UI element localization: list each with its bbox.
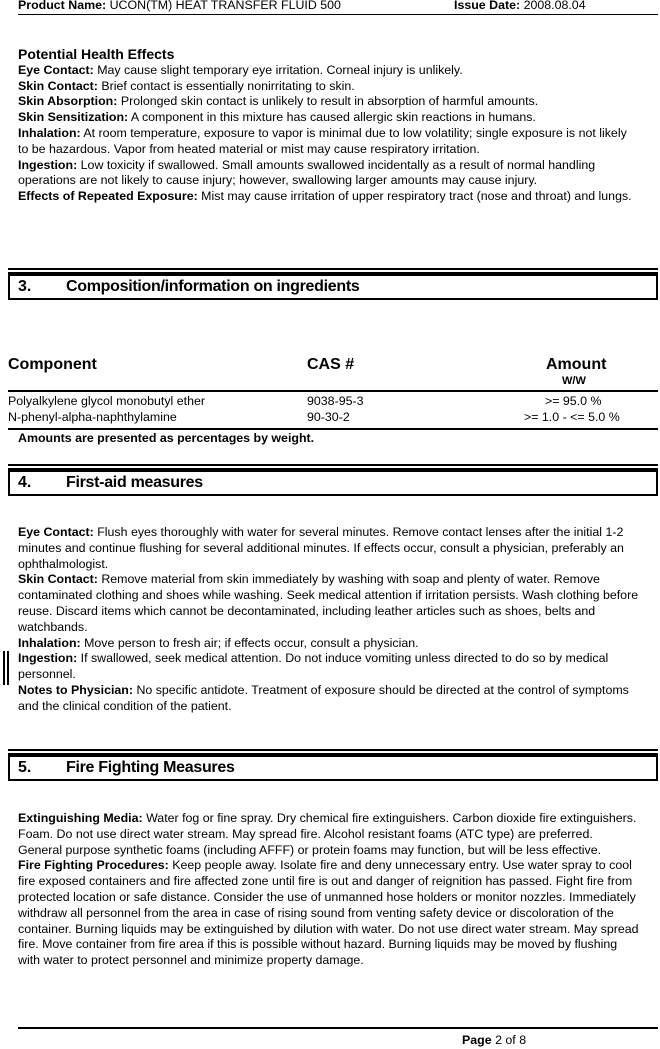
issue-date: Issue Date: 2008.08.04 [454, 0, 586, 12]
row-1-amount: >= 95.0 % [545, 394, 602, 408]
page-header [18, 0, 658, 12]
row-2-cas: 90-30-2 [307, 410, 350, 424]
health-item-skin-sensitization: Skin Sensitization: A component in this mixture has caused allergic skin reactions in humans. [18, 110, 536, 125]
fire-fighting-block [18, 811, 640, 969]
health-item-skin-absorption: Skin Absorption: Prolonged skin contact is unlikely to result in absorption of harmful amounts. [18, 94, 539, 109]
section-number: 3. [18, 278, 32, 295]
revision-bar [7, 651, 9, 685]
section-3-heading [8, 268, 658, 302]
col-component-header: Component [8, 356, 97, 373]
row-1-cas: 9038-95-3 [307, 394, 364, 408]
row-1-component: Polyalkylene glycol monobutyl ether [8, 394, 205, 408]
section-title: Composition/information on ingredients [66, 278, 360, 295]
table-header-rule [8, 390, 658, 392]
first-aid-eye: Eye Contact: Flush eyes thoroughly with water for several minutes. Remove contact lenses after the initial 1-2 minutes and continue flushing for several additional minutes. If effects occur, consult a physician, preferably an ophthalmologist. [18, 525, 624, 571]
table-bottom-rule [8, 428, 658, 430]
footer-rule [18, 1027, 658, 1029]
section-4-heading [8, 464, 658, 498]
first-aid-skin: Skin Contact: Remove material from skin immediately by washing with soap and plenty of water. Remove contaminated clothing and shoes while washing. Seek medical attention if irritation persists. Wash clothing before reuse. Discard items which cannot be decontaminated, including leather articles such as shoes, belts and watchbands. [18, 572, 639, 634]
section-title: Fire Fighting Measures [66, 759, 235, 776]
revision-bar [3, 651, 5, 685]
header-rule [18, 14, 658, 15]
composition-note: Amounts are presented as percentages by weight. [18, 431, 315, 445]
col-amount-header: Amount [546, 356, 607, 373]
section-number: 4. [18, 474, 32, 491]
section-number: 5. [18, 759, 32, 776]
col-cas-header: CAS # [307, 356, 355, 373]
first-aid-ingestion: Ingestion: If swallowed, seek medical attention. Do not induce vomiting unless directed to do so by medical personnel. [18, 651, 609, 682]
first-aid-notes-physician: Notes to Physician: No specific antidote. Treatment of exposure should be directed at the control of symptoms and the clinical condition of the patient. [18, 682, 629, 713]
first-aid-inhalation: Inhalation: Move person to fresh air; if effects occur, consult a physician. [18, 635, 419, 650]
health-effects-block [18, 47, 640, 205]
health-item-skin-contact: Skin Contact: Brief contact is essentially nonirritating to skin. [18, 78, 355, 93]
health-item-eye: Eye Contact: May cause slight temporary eye irritation. Corneal injury is unlikely. [18, 62, 463, 77]
health-item-inhalation: Inhalation: At room temperature, exposure to vapor is minimal due to low volatility; single exposure is not likely to be hazardous. Vapor from heated material or mist may cause respiratory irritation. [18, 125, 627, 156]
health-item-repeated-exposure: Effects of Repeated Exposure: Mist may cause irritation of upper respiratory tract (nose and throat) and lungs. [18, 189, 632, 204]
product-name: Product Name: UCON(TM) HEAT TRANSFER FLUID 500 [18, 0, 341, 12]
page-number: Page 2 of 8 [462, 1033, 527, 1047]
health-item-ingestion: Ingestion: Low toxicity if swallowed. Small amounts swallowed incidentally as a result of normal handling operations are not likely to cause injury; however, swallowing larger amounts may cause injury. [18, 157, 596, 188]
row-2-amount: >= 1.0 - <= 5.0 % [524, 410, 620, 424]
section-5-heading [8, 749, 658, 783]
first-aid-block [18, 525, 640, 715]
fire-extinguishing-media: Extinguishing Media: Water fog or fine spray. Dry chemical fire extinguishers. Carbon dioxide fire extinguishers. Foam. Do not use direct water stream. May spread fire. Alcohol resistant foams (ATC type) are preferred. General purpose synthetic foams (including AFFF) or protein foams may function, but will be less effective. [18, 811, 637, 857]
section-title: First-aid measures [66, 474, 203, 491]
row-2-component: N-phenyl-alpha-naphthylamine [8, 410, 177, 424]
health-effects-heading: Potential Health Effects [18, 46, 175, 62]
col-amount-subheader: W/W [562, 375, 586, 387]
fire-fighting-procedures: Fire Fighting Procedures: Keep people away. Isolate fire and deny unnecessary entry. Use water spray to cool fire exposed containers and fire affected zone until fire is out and danger of reignition has passed. Fight fire from protected location or safe distance. Consider the use of unmanned hose holders or monitor nozzles. Immediately withdraw all personnel from the area in case of rising sound from venting safety device or discoloration of the container. Burning liquids may be extinguished by dilution with water. Do not use direct water stream. May spread fire. Move container from fire area if this is possible without hazard. Burning liquids may be moved by flushing with water to protect personnel and minimize property damage. [18, 858, 639, 968]
